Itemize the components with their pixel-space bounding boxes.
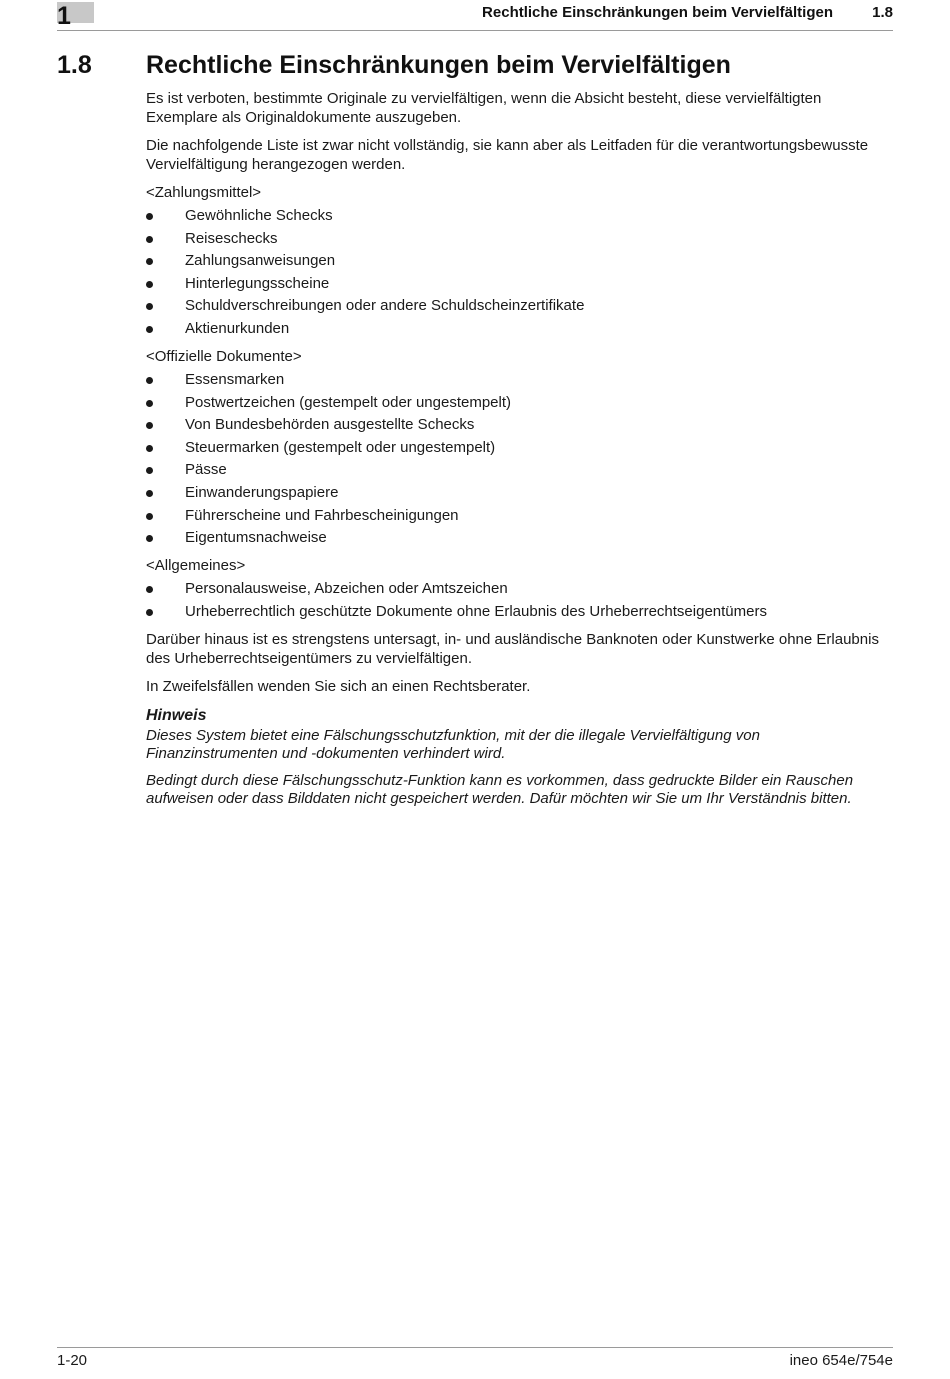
note-paragraph: Bedingt durch diese Fälschungsschutz-Funktion kann es vorkommen, dass gedruckte Bilder ein Rauschen aufweisen oder dass Bilddaten nicht gespeichert werden. Dafür möchten wir Sie um Ihr Verständnis bitten. xyxy=(146,771,854,807)
bullet-icon xyxy=(146,586,153,593)
list-item-text: Pässe xyxy=(185,461,227,479)
list-item xyxy=(146,229,894,248)
list-item-text: Steuermarken (gestempelt oder ungestempelt) xyxy=(185,438,496,456)
main-content xyxy=(146,89,894,817)
note-heading: Hinweis xyxy=(146,706,207,724)
page-header xyxy=(57,0,893,31)
list-item-text: Hinterlegungsscheine xyxy=(185,274,330,292)
chapter-number: 1 xyxy=(57,2,71,30)
section-number: 1.8 xyxy=(57,51,92,79)
list-item-text: Eigentumsnachweise xyxy=(185,529,327,547)
bullet-icon xyxy=(146,445,153,452)
bullet-list-allgemeines xyxy=(146,579,894,621)
bullet-icon xyxy=(146,400,153,407)
bullet-list-offizielle-dokumente xyxy=(146,370,894,547)
bullet-icon xyxy=(146,303,153,310)
bullet-icon xyxy=(146,422,153,429)
bullet-icon xyxy=(146,513,153,520)
list-item-text: Reiseschecks xyxy=(185,229,278,247)
header-title: Rechtliche Einschränkungen beim Vervielfältigen xyxy=(482,4,833,21)
list-item-text: Von Bundesbehörden ausgestellte Schecks xyxy=(185,416,475,434)
list-item-text: Postwertzeichen (gestempelt oder ungestempelt) xyxy=(185,393,512,411)
bullet-icon xyxy=(146,609,153,616)
list-item xyxy=(146,296,894,315)
page-footer xyxy=(57,1347,893,1376)
list-item xyxy=(146,319,894,338)
product-name: ineo 654e/754e xyxy=(789,1352,893,1369)
list-item xyxy=(146,251,894,270)
group-label-allgemeines: <Allgemeines> xyxy=(146,557,246,575)
list-item xyxy=(146,528,894,547)
section-title: Rechtliche Einschränkungen beim Vervielfältigen xyxy=(146,51,731,79)
bullet-icon xyxy=(146,258,153,265)
list-item xyxy=(146,602,894,621)
page-number: 1-20 xyxy=(57,1352,88,1369)
list-item-text: Führerscheine und Fahrbescheinigungen xyxy=(185,506,459,524)
bullet-list-zahlungsmittel xyxy=(146,206,894,338)
list-item xyxy=(146,438,894,457)
list-item xyxy=(146,460,894,479)
list-item xyxy=(146,274,894,293)
group-label-zahlungsmittel: <Zahlungsmittel> xyxy=(146,184,262,201)
intro-paragraph: Es ist verboten, bestimmte Originale zu vervielfältigen, wenn die Absicht besteht, diese vervielfältigten Exemplare als Originaldokumente auszugeben. xyxy=(146,90,822,126)
list-item-text: Essensmarken xyxy=(185,370,285,388)
list-item-text: Zahlungsanweisungen xyxy=(185,252,336,270)
intro-paragraph: Die nachfolgende Liste ist zwar nicht vollständig, sie kann aber als Leitfaden für die verantwortungsbewusste Vervielfältigung herangezogen werden. xyxy=(146,137,869,173)
bullet-icon xyxy=(146,326,153,333)
list-item xyxy=(146,206,894,225)
header-section-number: 1.8 xyxy=(872,4,893,21)
closing-paragraph: In Zweifelsfällen wenden Sie sich an einen Rechtsberater. xyxy=(146,677,531,695)
list-item-text: Einwanderungspapiere xyxy=(185,483,339,501)
list-item-text: Personalausweise, Abzeichen oder Amtszeichen xyxy=(185,580,508,598)
list-item-text: Urheberrechtlich geschützte Dokumente ohne Erlaubnis des Urheberrechtseigentümers xyxy=(185,602,767,620)
closing-paragraph: Darüber hinaus ist es strengstens untersagt, in- und ausländische Banknoten oder Kunstwerke ohne Erlaubnis des Urheberrechtseigentümers zu vervielfältigen. xyxy=(146,630,879,667)
list-item xyxy=(146,393,894,412)
bullet-icon xyxy=(146,490,153,497)
list-item xyxy=(146,483,894,502)
bullet-icon xyxy=(146,213,153,220)
bullet-icon xyxy=(146,281,153,288)
group-label-offizielle-dokumente: <Offizielle Dokumente> xyxy=(146,347,302,365)
list-item xyxy=(146,579,894,598)
bullet-icon xyxy=(146,467,153,474)
bullet-icon xyxy=(146,377,153,384)
bullet-icon xyxy=(146,236,153,243)
list-item xyxy=(146,370,894,389)
list-item xyxy=(146,415,894,434)
note-paragraph: Dieses System bietet eine Fälschungsschutzfunktion, mit der die illegale Vervielfältigung von Finanzinstrumenten und -dokumenten verhindert wird. xyxy=(146,726,760,762)
list-item xyxy=(146,506,894,525)
list-item-text: Schuldverschreibungen oder andere Schuldscheinzertifikate xyxy=(185,297,585,315)
list-item-text: Gewöhnliche Schecks xyxy=(185,207,333,224)
bullet-icon xyxy=(146,535,153,542)
list-item-text: Aktienurkunden xyxy=(185,319,290,337)
